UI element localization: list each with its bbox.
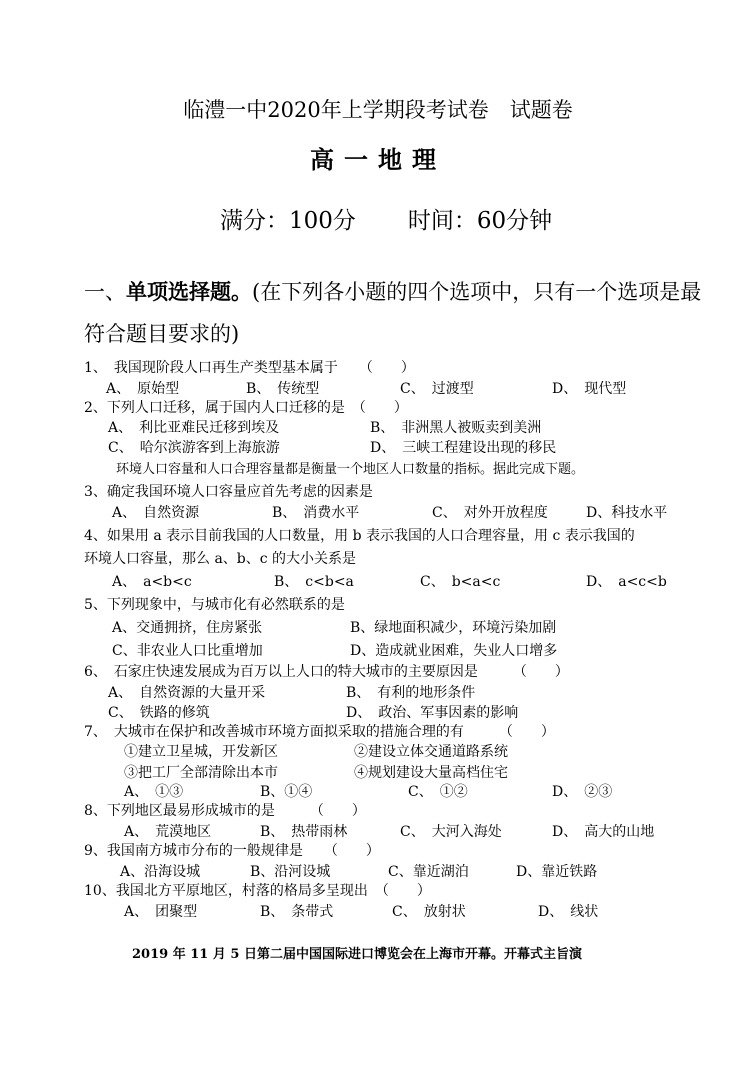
q5-option-d: D、造成就业困难，失业人口增多 xyxy=(350,643,558,659)
q9-option-b: B、沿河设城 xyxy=(250,864,331,880)
q2-option-d: D、 三峡工程建设出现的移民 xyxy=(370,440,557,456)
q4-option-d: D、 a<c<b xyxy=(586,574,667,590)
section-title: 单项选择题。 xyxy=(126,279,252,304)
q6-option-c: C、 铁路的修筑 xyxy=(108,705,210,721)
q3-option-c: C、 对外开放程度 xyxy=(432,505,548,521)
q2-option-c: C、 哈尔滨游客到上海旅游 xyxy=(108,440,280,456)
q8-option-b: B、 热带雨林 xyxy=(260,824,348,840)
q1-option-b: B、 传统型 xyxy=(246,381,320,397)
q10-option-c: C、 放射状 xyxy=(392,904,466,920)
q4-option-b: B、 c<b<a xyxy=(274,574,354,590)
q5-option-c: C、非农业人口比重增加 xyxy=(112,643,263,659)
q8-option-a: A、 荒漠地区 xyxy=(124,824,212,840)
q7-statement-1: ①建立卫星城，开发新区 xyxy=(124,744,278,760)
q7-option-a: A、 ①③ xyxy=(124,784,184,800)
q3-option-d: D、科技水平 xyxy=(586,505,668,521)
q2-option-a: A、 利比亚难民迁移到埃及 xyxy=(108,420,280,436)
q7-statement-2: ②建设立体交通道路系统 xyxy=(354,744,508,760)
q7-option-c: C、 ①② xyxy=(408,784,468,800)
q5-option-b: B、绿地面积减少，环境污染加剧 xyxy=(350,620,557,636)
q4-option-a: A、 a<b<c xyxy=(112,574,192,590)
section-prefix: 一、 xyxy=(84,280,126,304)
section-instruction: (在下列各小题的四个选项中，只有一个选项是最 xyxy=(252,280,702,304)
q1-option-c: C、 过渡型 xyxy=(400,381,474,397)
section-instruction-cont: 符合题目要求的) xyxy=(84,322,240,346)
q10-option-b: B、 条带式 xyxy=(260,904,334,920)
question-9-stem: 9、我国南方城市分布的一般规律是 （ ） xyxy=(84,843,380,859)
subject-title: 高一地理 xyxy=(310,145,446,174)
full-score: 满分：100分 xyxy=(220,208,356,234)
q7-option-d: D、 ②③ xyxy=(552,784,613,800)
reading-note: 环境人口容量和人口合理容量都是衡量一个地区人口数量的指标。据此完成下题。 xyxy=(116,462,585,477)
q3-option-a: A、 自然资源 xyxy=(112,505,200,521)
exam-time: 时间：60分钟 xyxy=(407,208,553,234)
next-passage-intro: 2019 年 11 月 5 日第二届中国国际进口博览会在上海市开幕。开幕式主旨演 xyxy=(132,947,582,962)
question-5-stem: 5、下列现象中，与城市化有必然联系的是 xyxy=(84,597,345,613)
question-7-stem: 7、 大城市在保护和改善城市环境方面拟采取的措施合理的有 （ ） xyxy=(84,724,555,740)
q2-option-b: B、 非洲黑人被贩卖到美洲 xyxy=(370,420,542,436)
q1-option-a: A、 原始型 xyxy=(106,381,180,397)
question-8-stem: 8、下列地区最易形成城市的是 （ ） xyxy=(84,803,366,819)
question-4-stem-line2: 环境人口容量，那么 a、b、c 的大小关系是 xyxy=(84,551,357,567)
q10-option-a: A、 团聚型 xyxy=(124,904,198,920)
q6-option-a: A、 自然资源的大量开采 xyxy=(108,685,266,701)
q10-option-d: D、 线状 xyxy=(538,904,599,920)
q8-option-c: C、 大河入海处 xyxy=(400,824,502,840)
q3-option-b: B、 消费水平 xyxy=(272,505,360,521)
q6-option-d: D、 政治、军事因素的影响 xyxy=(346,705,519,721)
q7-statement-4: ④规划建设大量高档住宅 xyxy=(354,765,508,781)
q9-option-a: A、沿海设城 xyxy=(120,864,201,880)
q6-option-b: B、 有利的地形条件 xyxy=(346,685,476,701)
section-heading xyxy=(84,276,701,306)
q1-option-d: D、 现代型 xyxy=(552,381,627,397)
question-6-stem: 6、 石家庄快速发展成为百万以上人口的特大城市的主要原因是 （ ） xyxy=(84,664,569,680)
q5-option-a: A、交通拥挤，住房紧张 xyxy=(112,620,263,636)
q4-option-c: C、 b<a<c xyxy=(420,574,501,590)
q7-option-b: B、①④ xyxy=(260,784,313,800)
q9-option-d: D、靠近铁路 xyxy=(516,864,598,880)
q7-statement-3: ③把工厂全部清除出本市 xyxy=(124,765,278,781)
exam-meta xyxy=(220,202,552,235)
question-10-stem: 10、我国北方平原地区，村落的格局多呈现出 （ ） xyxy=(84,883,431,899)
question-2-stem: 2、下列人口迁移，属于国内人口迁移的是 （ ） xyxy=(84,400,408,416)
exam-title: 临澧一中2020年上学期段考试卷 试题卷 xyxy=(183,98,573,122)
q8-option-d: D、 高大的山地 xyxy=(552,824,655,840)
question-3-stem: 3、确定我国环境人口容量应首先考虑的因素是 xyxy=(84,484,373,500)
q9-option-c: C、靠近湖泊 xyxy=(388,864,469,880)
question-1-stem: 1、 我国现阶段人口再生产类型基本属于 （ ） xyxy=(84,360,415,376)
question-4-stem-line1: 4、如果用 a 表示目前我国的人口数量，用 b 表示我国的人口合理容量，用 c 表示我国的 xyxy=(84,528,635,544)
